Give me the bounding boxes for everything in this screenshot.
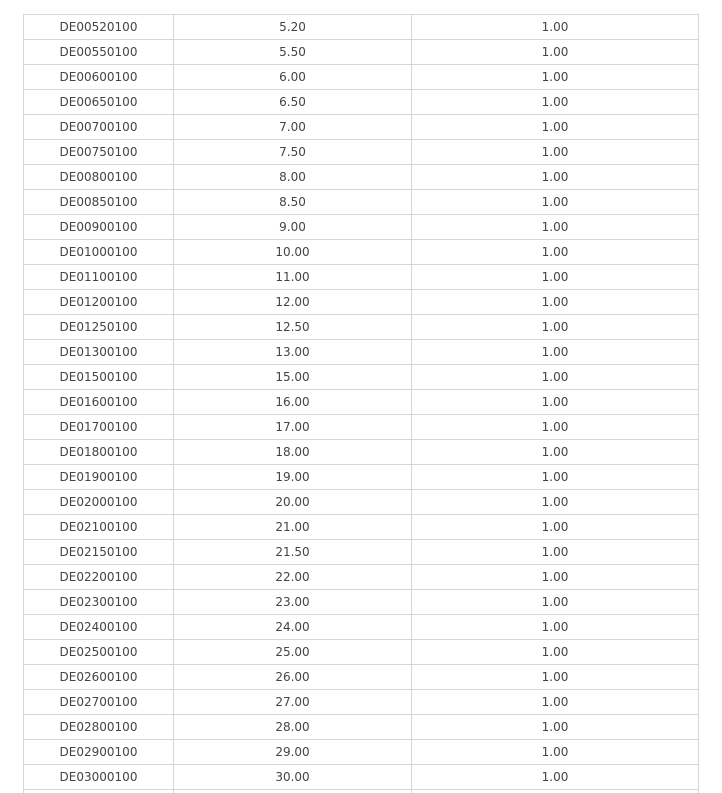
size-cell: 6.50	[174, 90, 412, 115]
value-cell: 1.00	[412, 415, 699, 440]
size-cell: 10.00	[174, 240, 412, 265]
table-row	[24, 290, 699, 315]
size-cell: 21.50	[174, 540, 412, 565]
table-row	[24, 315, 699, 340]
product-code-cell: DE01100100	[24, 265, 174, 290]
table-row	[24, 40, 699, 65]
product-code-cell: DE01200100	[24, 290, 174, 315]
product-code-cell: DE01250100	[24, 315, 174, 340]
product-code-cell: DE02700100	[24, 690, 174, 715]
size-cell: 12.50	[174, 315, 412, 340]
table-row	[24, 265, 699, 290]
value-cell: 1.00	[412, 290, 699, 315]
value-cell: 1.00	[412, 465, 699, 490]
value-cell: 1.00	[412, 640, 699, 665]
value-cell: 1.00	[412, 340, 699, 365]
size-cell: 5.50	[174, 40, 412, 65]
product-code-cell: DE02200100	[24, 565, 174, 590]
product-code-cell	[24, 790, 174, 793]
table-row	[24, 765, 699, 790]
product-code-cell: DE01000100	[24, 240, 174, 265]
table-row	[24, 790, 699, 793]
product-table	[23, 14, 699, 793]
value-cell: 1.00	[412, 715, 699, 740]
table-row	[24, 215, 699, 240]
value-cell: 1.00	[412, 540, 699, 565]
size-cell: 28.00	[174, 715, 412, 740]
product-code-cell: DE01900100	[24, 465, 174, 490]
product-code-cell: DE01700100	[24, 415, 174, 440]
size-cell: 7.50	[174, 140, 412, 165]
table-row	[24, 240, 699, 265]
table-row	[24, 640, 699, 665]
size-cell: 29.00	[174, 740, 412, 765]
table-row	[24, 590, 699, 615]
value-cell: 1.00	[412, 265, 699, 290]
size-cell: 19.00	[174, 465, 412, 490]
size-cell: 15.00	[174, 365, 412, 390]
size-cell: 13.00	[174, 340, 412, 365]
product-code-cell: DE00600100	[24, 65, 174, 90]
size-cell: 25.00	[174, 640, 412, 665]
product-code-cell: DE00800100	[24, 165, 174, 190]
product-code-cell: DE03000100	[24, 765, 174, 790]
size-cell: 30.00	[174, 765, 412, 790]
table-row	[24, 740, 699, 765]
table-row	[24, 665, 699, 690]
value-cell: 1.00	[412, 690, 699, 715]
product-code-cell: DE00700100	[24, 115, 174, 140]
product-code-cell: DE02150100	[24, 540, 174, 565]
size-cell: 12.00	[174, 290, 412, 315]
size-cell: 24.00	[174, 615, 412, 640]
table-row	[24, 490, 699, 515]
table-row	[24, 565, 699, 590]
product-code-cell: DE02100100	[24, 515, 174, 540]
product-code-cell: DE01600100	[24, 390, 174, 415]
size-cell: 17.00	[174, 415, 412, 440]
product-code-cell: DE02800100	[24, 715, 174, 740]
size-cell: 18.00	[174, 440, 412, 465]
value-cell: 1.00	[412, 90, 699, 115]
product-code-cell: DE00850100	[24, 190, 174, 215]
table-body	[24, 15, 699, 793]
table-row	[24, 190, 699, 215]
size-cell: 5.20	[174, 15, 412, 40]
value-cell: 1.00	[412, 165, 699, 190]
value-cell: 1.00	[412, 440, 699, 465]
size-cell: 11.00	[174, 265, 412, 290]
table-row	[24, 65, 699, 90]
size-cell: 26.00	[174, 665, 412, 690]
table-row	[24, 440, 699, 465]
table-row	[24, 415, 699, 440]
value-cell: 1.00	[412, 765, 699, 790]
product-code-cell: DE02300100	[24, 590, 174, 615]
size-cell: 9.00	[174, 215, 412, 240]
value-cell: 1.00	[412, 390, 699, 415]
size-cell: 27.00	[174, 690, 412, 715]
value-cell: 1.00	[412, 590, 699, 615]
product-code-cell: DE00520100	[24, 15, 174, 40]
value-cell: 1.00	[412, 365, 699, 390]
size-cell: 7.00	[174, 115, 412, 140]
value-cell: 1.00	[412, 565, 699, 590]
table-row	[24, 115, 699, 140]
value-cell: 1.00	[412, 40, 699, 65]
value-cell: 1.00	[412, 15, 699, 40]
product-code-cell: DE01800100	[24, 440, 174, 465]
size-cell: 21.00	[174, 515, 412, 540]
value-cell: 1.00	[412, 115, 699, 140]
value-cell: 1.00	[412, 515, 699, 540]
table-row	[24, 465, 699, 490]
size-cell	[174, 790, 412, 793]
product-code-cell: DE00900100	[24, 215, 174, 240]
table-row	[24, 140, 699, 165]
table-row	[24, 340, 699, 365]
table-row	[24, 390, 699, 415]
table-row	[24, 15, 699, 40]
value-cell: 1.00	[412, 240, 699, 265]
table-row	[24, 690, 699, 715]
product-code-cell: DE00550100	[24, 40, 174, 65]
product-code-cell: DE02600100	[24, 665, 174, 690]
table-row	[24, 365, 699, 390]
size-cell: 23.00	[174, 590, 412, 615]
value-cell: 1.00	[412, 215, 699, 240]
value-cell: 1.00	[412, 615, 699, 640]
product-code-cell: DE01300100	[24, 340, 174, 365]
table-row	[24, 165, 699, 190]
product-code-cell: DE00650100	[24, 90, 174, 115]
table-row	[24, 715, 699, 740]
table-row	[24, 90, 699, 115]
value-cell	[412, 790, 699, 793]
product-code-cell: DE00750100	[24, 140, 174, 165]
product-code-cell: DE02000100	[24, 490, 174, 515]
value-cell: 1.00	[412, 190, 699, 215]
value-cell: 1.00	[412, 140, 699, 165]
value-cell: 1.00	[412, 65, 699, 90]
product-code-cell: DE01500100	[24, 365, 174, 390]
size-cell: 6.00	[174, 65, 412, 90]
size-cell: 8.00	[174, 165, 412, 190]
table-row	[24, 540, 699, 565]
product-code-cell: DE02400100	[24, 615, 174, 640]
size-cell: 20.00	[174, 490, 412, 515]
product-code-cell: DE02500100	[24, 640, 174, 665]
table-row	[24, 615, 699, 640]
size-cell: 16.00	[174, 390, 412, 415]
value-cell: 1.00	[412, 740, 699, 765]
size-cell: 22.00	[174, 565, 412, 590]
value-cell: 1.00	[412, 490, 699, 515]
value-cell: 1.00	[412, 665, 699, 690]
size-cell: 8.50	[174, 190, 412, 215]
value-cell: 1.00	[412, 315, 699, 340]
product-code-cell: DE02900100	[24, 740, 174, 765]
table-row	[24, 515, 699, 540]
